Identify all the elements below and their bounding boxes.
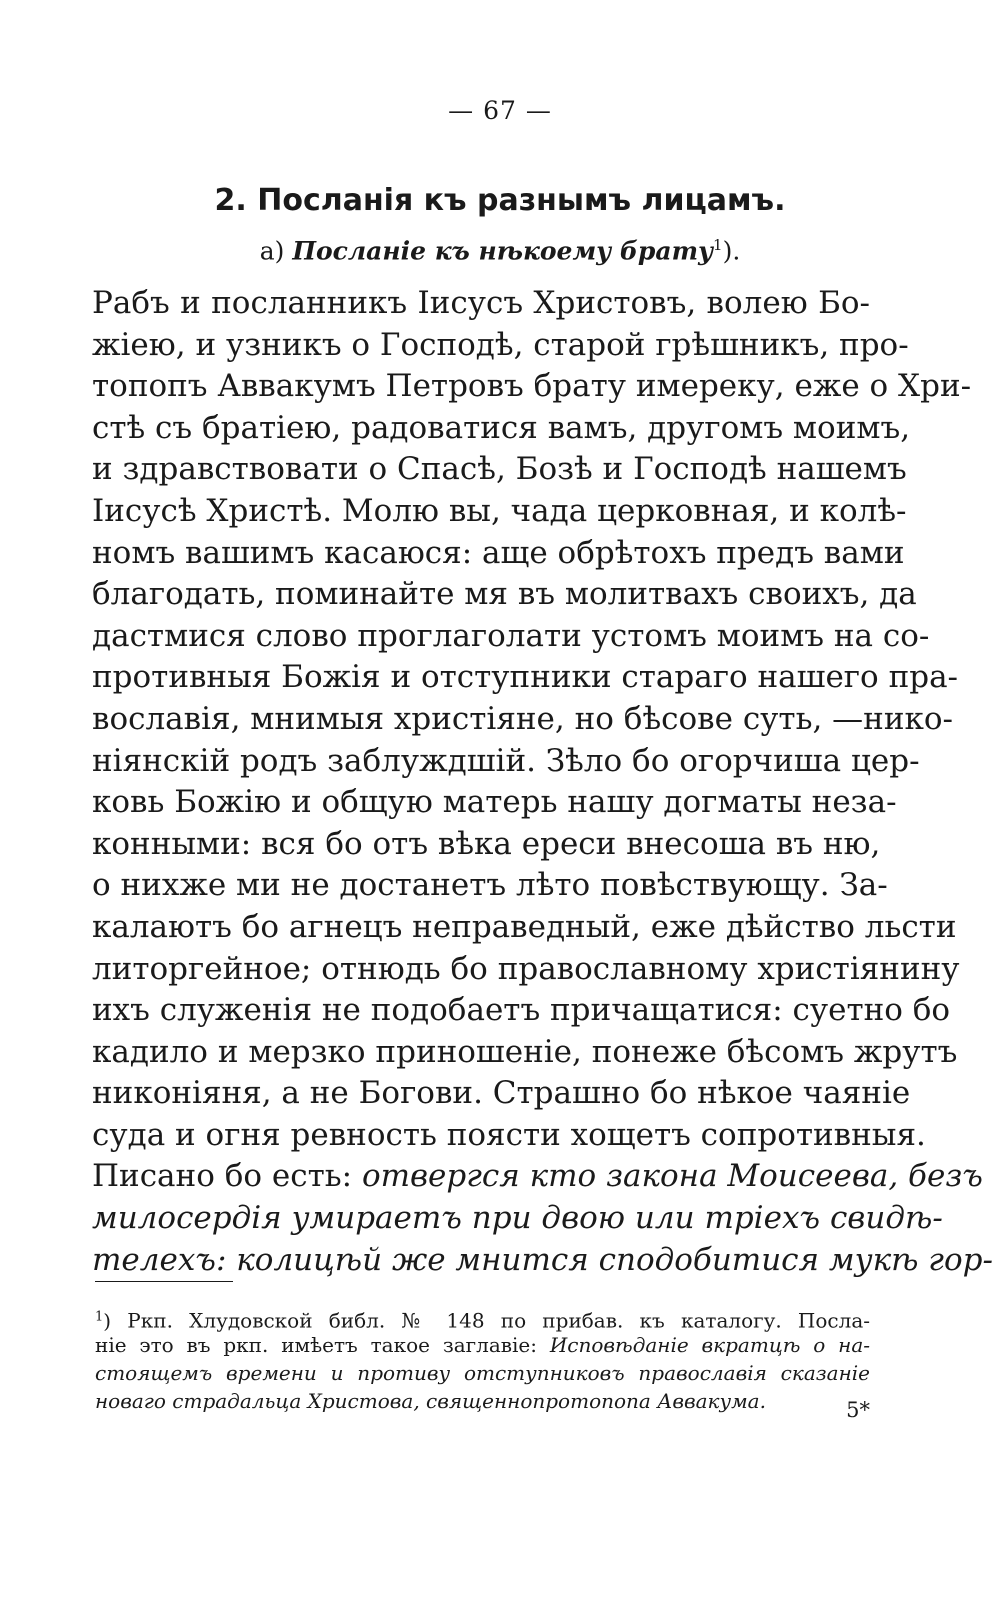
body-line: и здравствовати о Спасѣ, Бозѣ и Господѣ нашемъ <box>92 451 907 488</box>
body-line: ковь Божію и общую матерь нашу догматы неза- <box>92 784 897 821</box>
body-line: кадило и мерзко приношеніе, понеже бѣсомъ жрутъ <box>92 1033 958 1070</box>
footnote-italic: новаго страдальца Христова, священнопротопопа Аввакума. <box>95 1389 766 1413</box>
section-title: 2. Посланія къ разнымъ лицамъ. <box>214 183 786 218</box>
footnote-line <box>95 1331 870 1359</box>
body-line <box>92 1156 983 1198</box>
body-line: топопъ Аввакумъ Петровъ брату имереку, еже о Хри- <box>92 368 972 405</box>
body-line: ніянскій родъ заблуждшій. Зѣло бо огорчиша цер- <box>92 742 920 779</box>
body-text <box>92 283 993 1281</box>
signature-mark: 5* <box>846 1398 870 1422</box>
body-line: суда и огня ревность поясти хощетъ сопротивныя. <box>92 1116 926 1153</box>
subtitle-suffix: ). <box>722 236 741 266</box>
body-line-italic: отвергся кто закона Моисеева, безъ <box>361 1158 983 1195</box>
footnote-text: ніе это въ ркп. имѣетъ такое заглавіе: <box>95 1333 537 1357</box>
body-line: о нихже ми не достанетъ лѣто повѣствующу. За- <box>92 867 888 904</box>
subtitle <box>0 236 1000 265</box>
body-line-italic: телехъ: колицѣй же мнится сподобитися мукѣ гор- <box>92 1241 993 1278</box>
body-line-plain: Писано бо есть: <box>92 1158 353 1195</box>
body-line-italic: милосердія умираетъ при двою или тріехъ свидѣ- <box>92 1200 943 1237</box>
body-line: конными: вся бо отъ вѣка ереси внесоша въ ню, <box>92 825 881 862</box>
body-line: калаютъ бо агнецъ неправедный, еже дѣйство льсти <box>92 908 957 945</box>
body-line: противныя Божія и отступники стараго нашего пра- <box>92 659 959 696</box>
footnote-marker: $^1$) <box>95 1308 112 1333</box>
footnote-line <box>95 1359 870 1387</box>
body-line: дастмися слово проглаголати устомъ моимъ на со- <box>92 617 930 654</box>
subtitle-italic: Посланіе къ нѣкоему брату <box>292 236 714 266</box>
footnote-italic: стоящемъ времени и противу отступниковъ православія сказаніе <box>95 1361 870 1385</box>
page-number: — 67 — <box>448 96 552 125</box>
body-line <box>92 1240 993 1282</box>
footnote-divider <box>95 1281 233 1282</box>
body-line: Іисусѣ Христѣ. Молю вы, чада церковная, и колѣ- <box>92 492 907 529</box>
body-line: вославія, мнимыя христіяне, но бѣсове суть, —нико- <box>92 700 953 737</box>
footnote-italic: Исповѣданіе вкратцѣ о на- <box>549 1333 870 1357</box>
body-line: благодать, поминайте мя въ молитвахъ своихъ, да <box>92 576 917 613</box>
body-line: Рабъ и посланникъ Іисусъ Христовъ, волею Бо- <box>92 285 870 321</box>
body-line: жіею, и узникъ о Господѣ, старой грѣшникъ, про- <box>92 326 909 363</box>
subtitle-prefix: а) <box>259 236 285 266</box>
body-line: никоніяня, а не Богови. Страшно бо нѣкое чаяніе <box>92 1075 911 1112</box>
body-line: стѣ съ братіею, радоватися вамъ, другомъ моимъ, <box>92 409 911 446</box>
body-line <box>92 1198 943 1240</box>
footnote-reference: 1 <box>713 236 723 254</box>
body-line: литоргейное; отнюдь бо православному христіянину <box>92 950 960 987</box>
footnote-line <box>95 1303 870 1331</box>
footnote-text: Ркп. Хлудовской библ. № 148 по прибав. къ каталогу. Посла- <box>127 1308 870 1333</box>
body-line: номъ вашимъ касаюся: аще обрѣтохъ предъ вами <box>92 534 905 571</box>
body-line: ихъ служенія не подобаетъ причащатися: суетно бо <box>92 992 951 1029</box>
